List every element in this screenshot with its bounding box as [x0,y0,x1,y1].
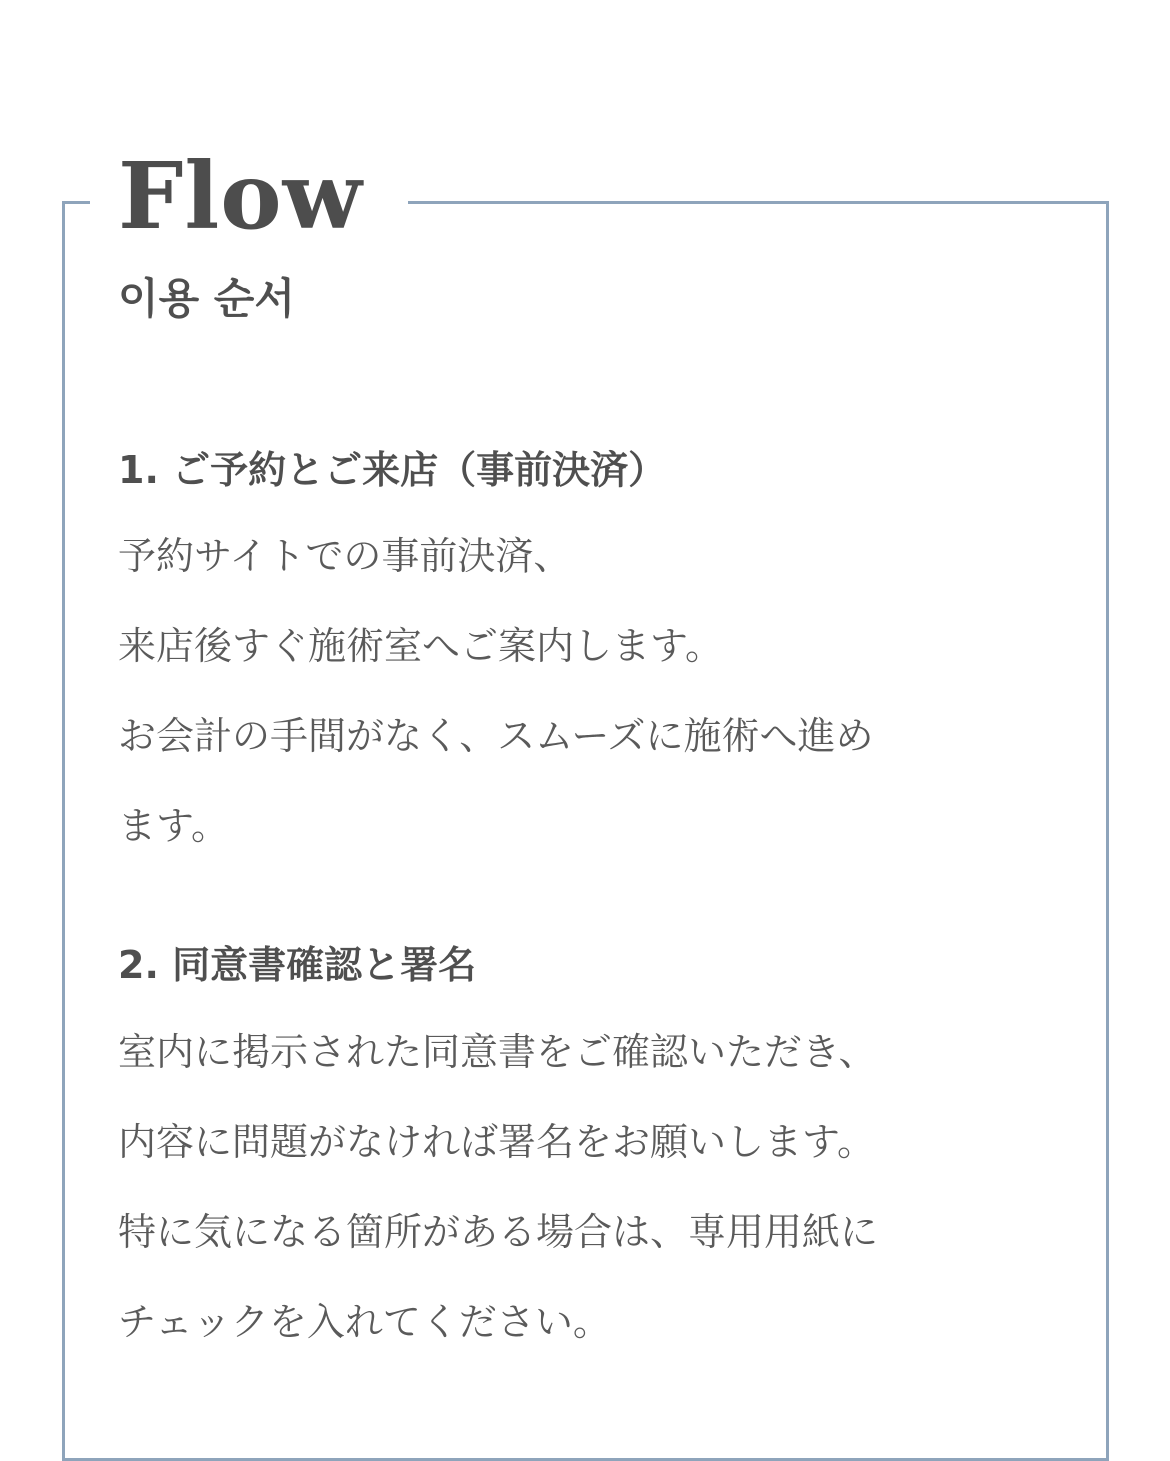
section-title: Flow [118,142,363,250]
step-text-line: お会計の手間がなく、スムーズに施術へ進め [118,714,874,759]
step-title: 1. ご予約とご来店（事前決済） [118,448,667,492]
flow-steps [118,446,1058,1437]
step-text-line: 特に気になる箇所がある場合は、専用用紙に [118,1209,879,1254]
step-text-line: 来店後すぐ施術室へご案内します。 [118,624,723,669]
step-title: 2. 同意書確認と署名 [118,943,477,988]
step-text-line: 内容に問題がなければ署名をお願いします。 [118,1119,875,1164]
step-text-line: チェックを入れてください。 [118,1299,611,1344]
step-1 [118,446,1058,871]
step-text-line: 予約サイトでの事前決済、 [118,534,572,579]
step-text-line: 室内に掲示された同意書をご確認いただき、 [118,1029,877,1074]
step-text-line: ます。 [118,804,229,849]
section-subtitle: 이용 순서 [118,274,295,323]
step-2 [118,941,1058,1366]
